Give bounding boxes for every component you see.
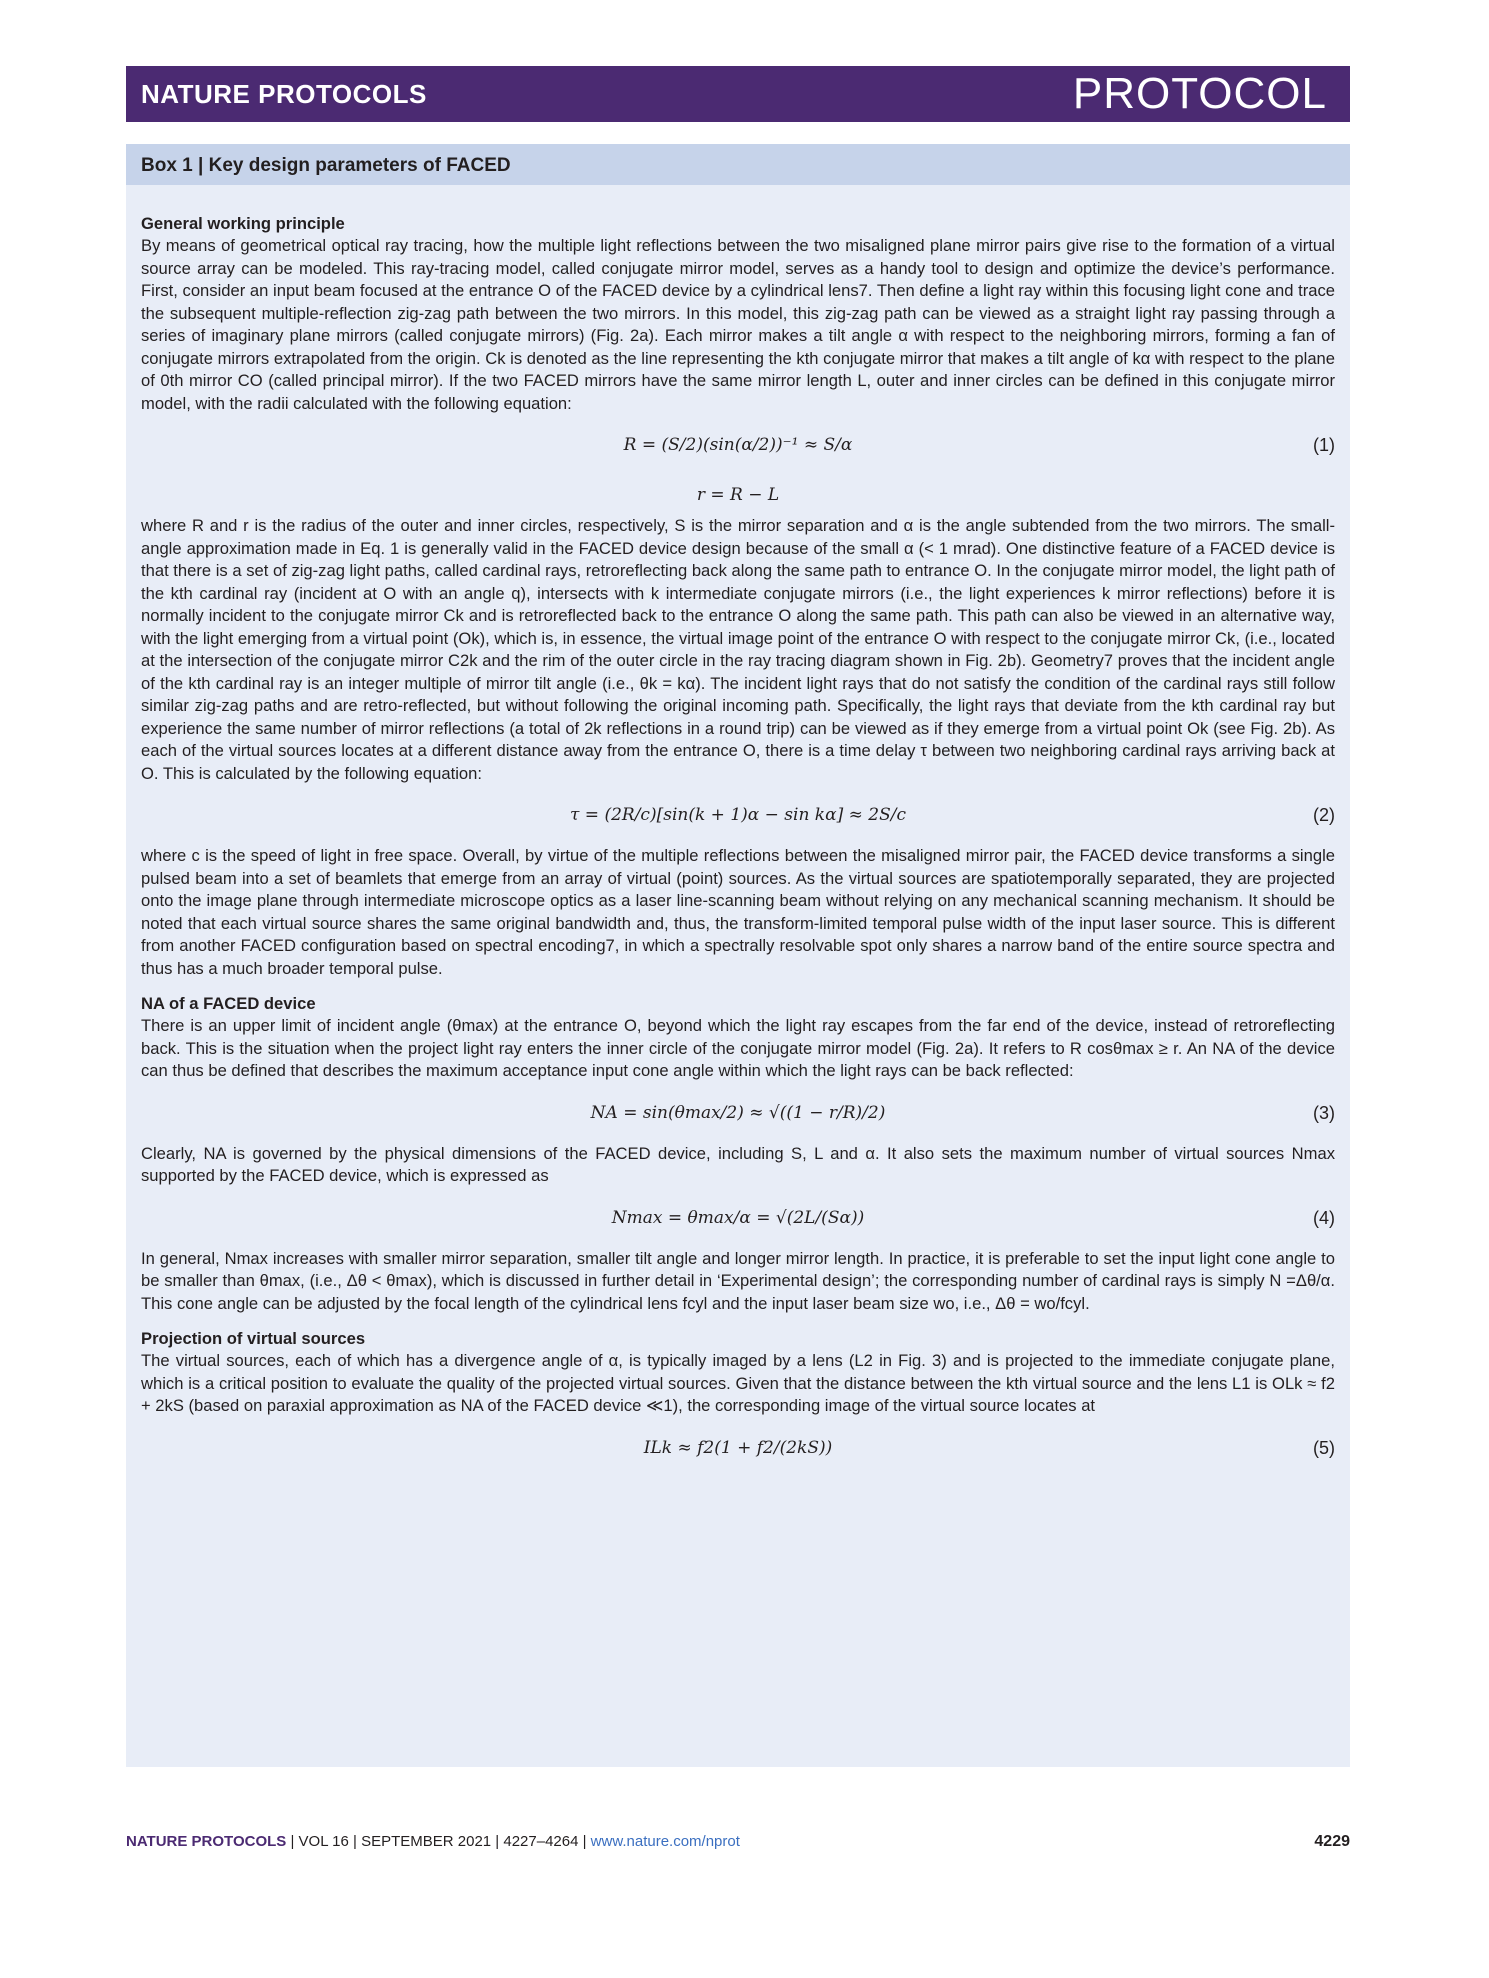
paragraph: where R and r is the radius of the outer and inner circles, respectively, S is the mirror separation and α is the angle subtended from the two mirrors. The small-angle approximation made in Eq. 1 is generally valid in the FACED device design because of the small α (< 1 mrad). One distinctive feature of a FACED device is that there is a set of zig-zag light paths, called cardinal rays, retroreflecting back along the same path to entrance O. In the conjugate mirror model, the light path of the kth cardinal ray (incident at O with an angle q), intersects with k intermediate conjugate mirrors (i.e., the light experiences k mirror reflections) before it is normally incident to the conjugate mirror Ck and is retroreflected back to the entrance O along the same path. This path can also be viewed in an alternative way, with the light emerging from a virtual point (Ok), which is, in essence, the virtual image point of the entrance O with respect to the conjugate mirror Ck, (i.e., located at the intersection of the conjugate mirror C2k and the rim of the outer circle in the ray tracing diagram shown in Fig. 2b). Geometry7 proves that the incident angle of the kth cardinal ray is an integer multiple of mirror tilt angle (i.e., θk = kα). The incident light rays that do not satisfy the condition of the cardinal rays still follow similar zig-zag paths and are retro-reflected, but without following the original incoming path. Specifically, the light rays that deviate from the kth cardinal ray but experience the same number of mirror reflections (a total of 2k reflections in a round trip) can be viewed as if they emerge from a virtual point Ok (see Fig. 2b). As each of the virtual sources locates at a different distance away from the entrance O, there is a time delay τ between two neighboring cardinal rays arriving back at O. This is calculated by the following equation: [141,516,1335,783]
equation-number: (5) [1313,1437,1335,1458]
paragraph: By means of geometrical optical ray tracing, how the multiple light reflections between the two misaligned plane mirror pairs give rise to the formation of a virtual source array can be modeled. This ray-tracing model, called conjugate mirror model, serves as a handy tool to design and optimize the device’s performance. First, consider an input beam focused at the entrance O of the FACED device by a cylindrical lens7. Then define a light ray within this focusing light cone and trace the subsequent multiple-reflection zig-zag path between the two mirrors. In this model, this zig-zag path can be viewed as a straight light ray passing through a series of imaginary plane mirrors (called conjugate mirrors) (Fig. 2a). Each mirror makes a tilt angle α with respect to the neighboring mirrors, forming a fan of conjugate mirrors extrapolated from the origin. Ck is denoted as the line representing the kth conjugate mirror that makes a tilt angle of kα with respect to the plane of 0th mirror CO (called principal mirror). If the two FACED mirrors have the same mirror length L, outer and inner circles can be defined in this conjugate mirror model, with the radii calculated with the following equation: [141,236,1335,413]
equation-text: Nmax = θmax/α = √(2L/(Sα)) [611,1207,865,1228]
box-content [141,213,1335,1478]
equation-number: (2) [1313,805,1335,825]
equation-1 [141,415,1335,475]
journal-banner [126,66,1350,122]
equation-2 [141,785,1335,845]
equation-number: (3) [1313,1102,1335,1123]
box-title: Box 1 | Key design parameters of FACED [141,155,511,176]
paragraph: There is an upper limit of incident angle (θmax) at the entrance O, beyond which the light ray escapes from the far end of the device, instead of retroreflecting back. This is the situation when the project light ray enters the inner circle of the conjugate mirror model (Fig. 2a). It refers to R cosθmax ≥ r. An NA of the device can thus be defined that describes the maximum acceptance input cone angle within which the light rays can be back reflected: [141,1016,1335,1080]
article-type: PROTOCOL [1072,69,1327,118]
section-title-na: NA of a FACED device [141,994,316,1013]
section-title-projection: Projection of virtual sources [141,1329,366,1348]
equation-1b [141,475,1335,515]
footer-url-link[interactable]: www.nature.com/nprot [590,1833,740,1850]
equation-text: R = (S/2)(sin(α/2))⁻¹ ≈ S/α [623,435,853,455]
journal-name: NATURE PROTOCOLS [141,79,427,109]
equation-5 [141,1418,1335,1478]
equation-4 [141,1188,1335,1248]
equation-3 [141,1083,1335,1143]
section-title-working-principle: General working principle [141,214,345,233]
paragraph: Clearly, NA is governed by the physical dimensions of the FACED device, including S, L and α. It also sets the maximum number of virtual sources Nmax supported by the FACED device, which is expressed as [141,1143,1335,1185]
box-header [126,144,1350,185]
equation-number: (1) [1313,435,1335,455]
equation-text: NA = sin(θmax/2) ≈ √((1 − r/R)/2) [590,1102,886,1123]
page-footer [126,1833,1350,1850]
paragraph: The virtual sources, each of which has a divergence angle of α, is typically imaged by a lens (L2 in Fig. 3) and is projected to the immediate conjugate plane, which is a critical position to evaluate the quality of the projected virtual sources. Given that the distance between the kth virtual source and the lens L1 is OLk ≈ f2 + 2kS (based on paraxial approximation as NA of the FACED device ≪1), the corresponding image of the virtual source locates at [141,1351,1335,1415]
equation-text: τ = (2R/c)[sin(k + 1)α − sin kα] ≈ 2S/c [570,805,906,825]
footer-citation: | VOL 16 | SEPTEMBER 2021 | 4227–4264 | [286,1833,591,1850]
footer-journal: NATURE PROTOCOLS [126,1833,287,1850]
paragraph: In general, Nmax increases with smaller mirror separation, smaller tilt angle and longer mirror length. In practice, it is preferable to set the input light cone angle to be smaller than θmax, (i.e., Δθ < θmax), which is discussed in further detail in ‘Experimental design’; the corresponding number of cardinal rays is simply N =Δθ/α. This cone angle can be adjusted by the focal length of the cylindrical lens fcyl and the input laser beam size wo, i.e., Δθ = wo/fcyl. [141,1248,1335,1313]
equation-text: r = R − L [696,485,780,505]
equation-text: ILk ≈ f2(1 + f2/(2kS)) [643,1437,833,1458]
equation-number: (4) [1313,1207,1335,1228]
paragraph: where c is the speed of light in free space. Overall, by virtue of the multiple reflections between the misaligned mirror pair, the FACED device transforms a single pulsed beam into a set of beamlets that emerge from an array of virtual (point) sources. As the virtual sources are spatiotemporally separated, they are projected onto the image plane through intermediate microscope optics as a laser line-scanning beam without relying on any mechanical scanning mechanism. It should be noted that each virtual source shares the same original bandwidth and, thus, the transform-limited temporal pulse width of the input laser source. This is different from another FACED configuration based on spectral encoding7, in which a spectrally resolvable spot only shares a narrow band of the entire source spectra and thus has a much broader temporal pulse. [141,846,1335,978]
page-number: 4229 [1314,1833,1350,1850]
